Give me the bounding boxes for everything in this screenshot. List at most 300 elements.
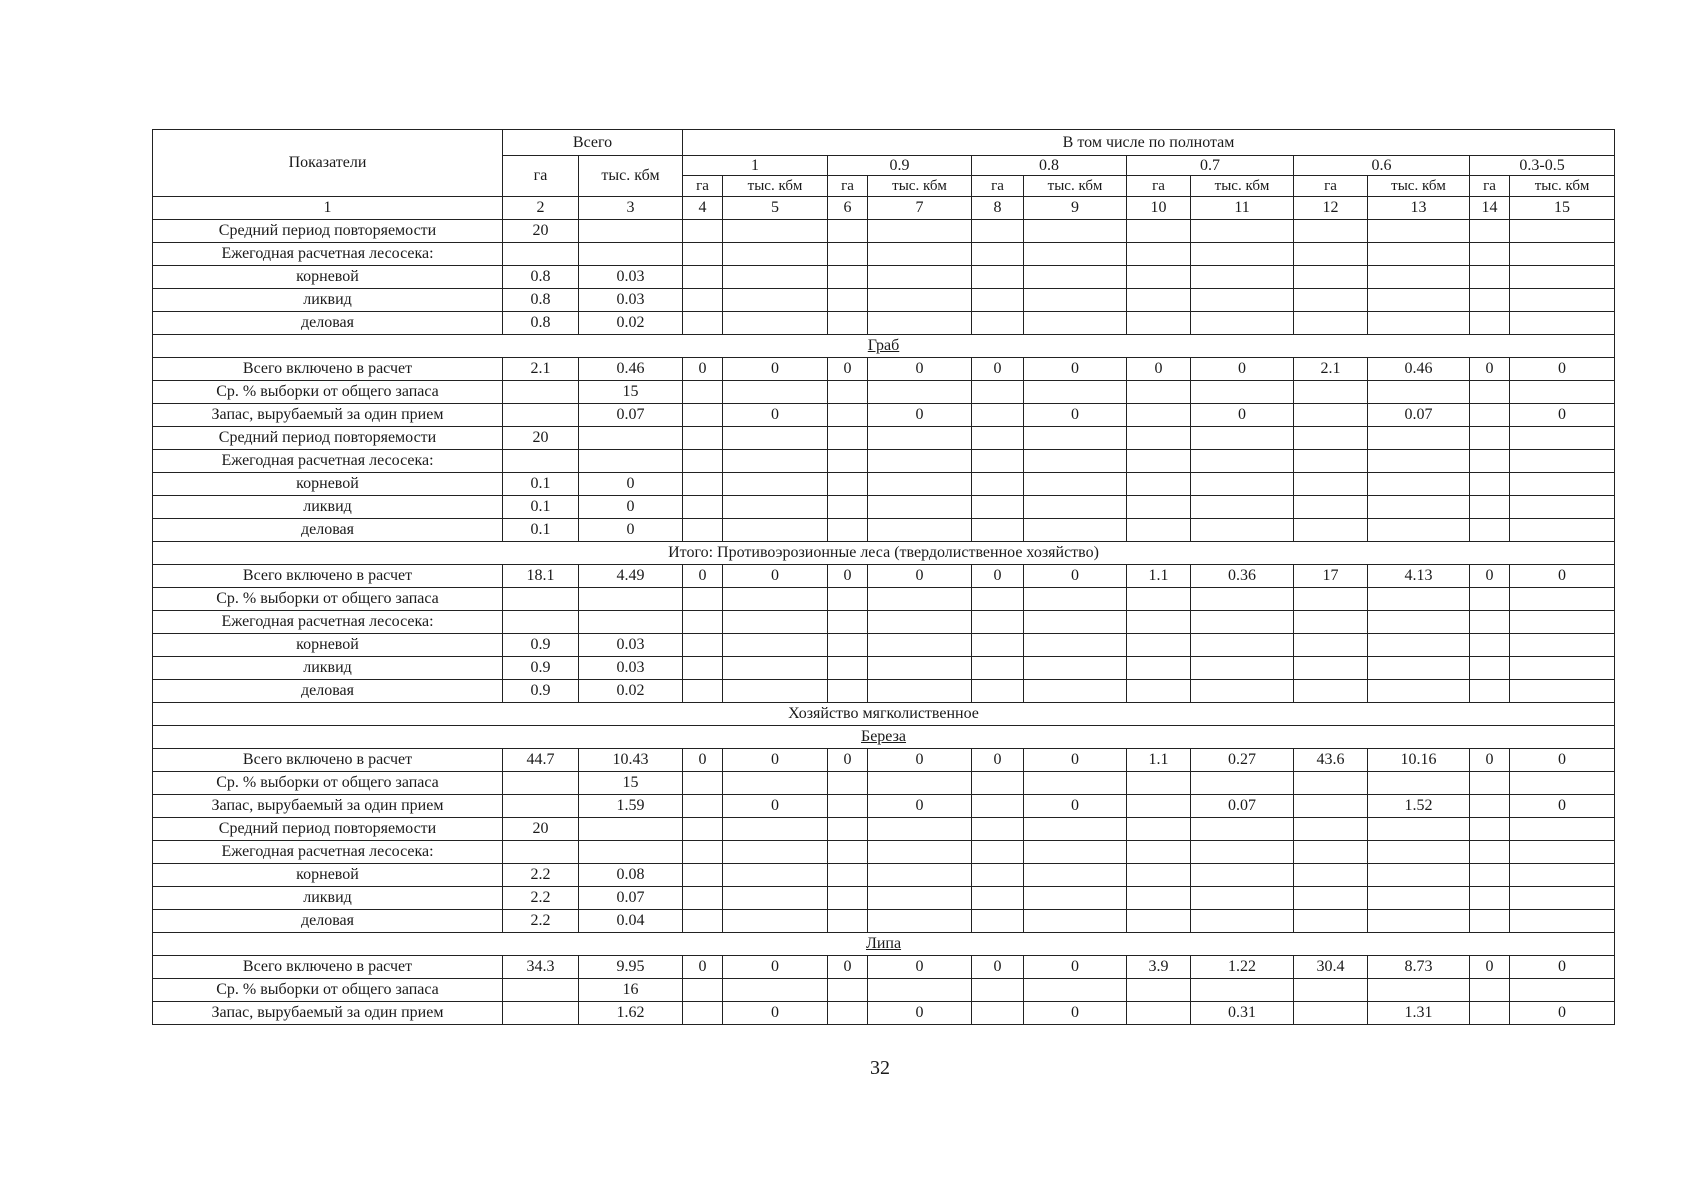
table-cell: 20 xyxy=(503,220,579,243)
table-cell xyxy=(868,496,972,519)
table-cell xyxy=(723,887,828,910)
table-cell xyxy=(503,381,579,404)
row-label: Всего включено в расчет xyxy=(153,358,503,381)
table-cell: 1.1 xyxy=(1127,749,1191,772)
table-cell xyxy=(972,795,1024,818)
table-cell xyxy=(1191,979,1294,1002)
table-cell xyxy=(1191,473,1294,496)
table-cell: 0 xyxy=(868,956,972,979)
table-cell: 0 xyxy=(972,956,1024,979)
table-cell xyxy=(972,910,1024,933)
table-cell xyxy=(868,519,972,542)
table-cell xyxy=(1127,795,1191,818)
table-cell xyxy=(723,772,828,795)
table-cell xyxy=(1368,841,1470,864)
table-cell xyxy=(723,519,828,542)
table-cell xyxy=(1294,1002,1368,1025)
table-cell xyxy=(1191,772,1294,795)
row-label: Ср. % выборки от общего запаса xyxy=(153,588,503,611)
table-cell xyxy=(1191,588,1294,611)
table-cell xyxy=(1368,910,1470,933)
table-cell xyxy=(1510,657,1615,680)
table-cell: 0.03 xyxy=(579,289,683,312)
table-cell: 0 xyxy=(723,358,828,381)
table-cell xyxy=(972,634,1024,657)
table-cell: 0 xyxy=(723,749,828,772)
table-row xyxy=(153,818,1615,841)
table-cell xyxy=(1127,266,1191,289)
table-cell xyxy=(1368,220,1470,243)
table-cell xyxy=(1024,519,1127,542)
table-row xyxy=(153,795,1615,818)
section-title-text: Липа xyxy=(865,935,902,952)
table-cell xyxy=(972,864,1024,887)
table-cell xyxy=(1368,473,1470,496)
table-cell xyxy=(1127,657,1191,680)
table-cell xyxy=(1024,979,1127,1002)
table-cell xyxy=(723,841,828,864)
table-cell xyxy=(868,887,972,910)
table-cell xyxy=(1368,887,1470,910)
table-cell: 0 xyxy=(1510,358,1615,381)
column-number: 8 xyxy=(972,197,1024,220)
table-cell xyxy=(972,841,1024,864)
table-cell: 0.8 xyxy=(503,312,579,335)
table-cell xyxy=(579,611,683,634)
table-cell xyxy=(828,841,868,864)
table-cell: 0 xyxy=(868,404,972,427)
table-cell xyxy=(1510,887,1615,910)
table-cell xyxy=(1024,381,1127,404)
section-row xyxy=(153,335,1615,358)
table-cell xyxy=(1127,496,1191,519)
table-cell: 44.7 xyxy=(503,749,579,772)
table-cell xyxy=(1294,450,1368,473)
table-cell: 0 xyxy=(723,795,828,818)
row-label: Средний период повторяемости xyxy=(153,427,503,450)
table-cell xyxy=(1368,634,1470,657)
table-cell: 43.6 xyxy=(1294,749,1368,772)
table-cell xyxy=(1127,588,1191,611)
table-cell xyxy=(1368,450,1470,473)
table-row xyxy=(153,956,1615,979)
table-cell xyxy=(723,634,828,657)
table-cell: 2.2 xyxy=(503,887,579,910)
section-title xyxy=(153,726,1615,749)
table-cell xyxy=(1470,680,1510,703)
table-cell xyxy=(828,496,868,519)
table-cell xyxy=(828,404,868,427)
table-row xyxy=(153,358,1615,381)
table-cell xyxy=(972,404,1024,427)
table-row xyxy=(153,772,1615,795)
table-cell xyxy=(828,289,868,312)
table-cell xyxy=(1024,496,1127,519)
section-title-text: Граб xyxy=(867,337,900,354)
table-cell xyxy=(868,979,972,1002)
table-cell xyxy=(683,680,723,703)
table-row xyxy=(153,979,1615,1002)
table-cell: 0 xyxy=(723,1002,828,1025)
table-cell xyxy=(579,450,683,473)
table-cell xyxy=(1510,979,1615,1002)
header-unit-ha: га xyxy=(1294,176,1368,197)
table-cell: 2.2 xyxy=(503,910,579,933)
table-cell xyxy=(1470,588,1510,611)
table-cell: 0.9 xyxy=(503,634,579,657)
column-number: 2 xyxy=(503,197,579,220)
table-cell xyxy=(972,496,1024,519)
table-cell: 0.9 xyxy=(503,657,579,680)
table-cell xyxy=(1510,818,1615,841)
table-cell xyxy=(579,243,683,266)
table-row xyxy=(153,887,1615,910)
table-cell xyxy=(1470,887,1510,910)
table-cell xyxy=(828,795,868,818)
table-cell xyxy=(868,381,972,404)
table-cell xyxy=(972,312,1024,335)
table-cell xyxy=(1127,381,1191,404)
row-label: ликвид xyxy=(153,657,503,680)
table-row xyxy=(153,565,1615,588)
table-cell xyxy=(579,841,683,864)
table-cell xyxy=(723,312,828,335)
table-cell xyxy=(1510,772,1615,795)
header-unit-volume: тыс. кбм xyxy=(1191,176,1294,197)
table-cell xyxy=(828,611,868,634)
table-cell: 0 xyxy=(1024,956,1127,979)
table-cell xyxy=(868,289,972,312)
table-cell xyxy=(1470,795,1510,818)
header-density: 0.3-0.5 xyxy=(1470,156,1615,176)
table-cell: 16 xyxy=(579,979,683,1002)
row-label: Ежегодная расчетная лесосека: xyxy=(153,243,503,266)
table-cell xyxy=(579,818,683,841)
table-cell xyxy=(1368,427,1470,450)
table-cell xyxy=(683,381,723,404)
table-cell xyxy=(1191,450,1294,473)
table-cell: 15 xyxy=(579,381,683,404)
table-cell xyxy=(1368,289,1470,312)
table-cell xyxy=(1510,680,1615,703)
table-cell xyxy=(1470,289,1510,312)
table-cell xyxy=(868,634,972,657)
table-cell xyxy=(683,519,723,542)
section-row xyxy=(153,726,1615,749)
table-cell xyxy=(723,450,828,473)
table-cell xyxy=(1294,795,1368,818)
table-cell xyxy=(868,588,972,611)
table-cell: 4.13 xyxy=(1368,565,1470,588)
table-cell xyxy=(828,657,868,680)
section-row xyxy=(153,542,1615,565)
table-cell xyxy=(683,772,723,795)
table-cell xyxy=(1510,841,1615,864)
table-cell: 30.4 xyxy=(1294,956,1368,979)
table-cell: 2.1 xyxy=(1294,358,1368,381)
table-cell xyxy=(723,381,828,404)
column-number: 15 xyxy=(1510,197,1615,220)
table-cell xyxy=(1470,266,1510,289)
table-cell xyxy=(1368,519,1470,542)
table-cell xyxy=(868,818,972,841)
table-cell xyxy=(868,772,972,795)
table-cell: 0 xyxy=(1024,795,1127,818)
table-cell: 9.95 xyxy=(579,956,683,979)
table-cell: 0.46 xyxy=(1368,358,1470,381)
table-cell xyxy=(868,657,972,680)
table-cell: 0 xyxy=(1510,404,1615,427)
header-unit-ha: га xyxy=(683,176,723,197)
header-unit-volume: тыс. кбм xyxy=(1024,176,1127,197)
table-cell: 0.02 xyxy=(579,680,683,703)
table-cell xyxy=(503,772,579,795)
table-cell xyxy=(1127,450,1191,473)
table-cell xyxy=(1191,657,1294,680)
header-density: 0.9 xyxy=(828,156,972,176)
table-cell xyxy=(1294,496,1368,519)
table-cell xyxy=(1294,818,1368,841)
table-cell: 0.1 xyxy=(503,496,579,519)
table-cell: 2.2 xyxy=(503,864,579,887)
table-cell xyxy=(1470,404,1510,427)
table-cell: 0 xyxy=(868,795,972,818)
table-cell xyxy=(683,496,723,519)
table-cell xyxy=(723,473,828,496)
row-label: Всего включено в расчет xyxy=(153,749,503,772)
table-cell xyxy=(1510,634,1615,657)
table-cell xyxy=(683,979,723,1002)
row-label: деловая xyxy=(153,910,503,933)
table-cell xyxy=(1368,979,1470,1002)
table-cell xyxy=(503,243,579,266)
table-cell: 0 xyxy=(972,565,1024,588)
table-cell xyxy=(1024,680,1127,703)
table-cell: 0 xyxy=(1024,358,1127,381)
table-cell xyxy=(972,381,1024,404)
row-label: деловая xyxy=(153,680,503,703)
table-row xyxy=(153,1002,1615,1025)
table-row xyxy=(153,266,1615,289)
table-cell xyxy=(1191,841,1294,864)
table-cell xyxy=(723,496,828,519)
table-cell xyxy=(723,864,828,887)
table-cell xyxy=(723,427,828,450)
header-unit-volume: тыс. кбм xyxy=(1510,176,1615,197)
table-cell: 2.1 xyxy=(503,358,579,381)
table-cell: 0 xyxy=(723,404,828,427)
table-cell xyxy=(1024,220,1127,243)
table-cell xyxy=(1470,979,1510,1002)
table-cell xyxy=(1470,220,1510,243)
table-cell: 0 xyxy=(1510,956,1615,979)
table-cell xyxy=(1127,1002,1191,1025)
table-cell: 0.8 xyxy=(503,289,579,312)
table-cell: 0 xyxy=(828,956,868,979)
table-cell xyxy=(683,611,723,634)
table-cell xyxy=(1470,772,1510,795)
table-cell xyxy=(972,818,1024,841)
table-cell xyxy=(1368,588,1470,611)
table-cell xyxy=(1191,910,1294,933)
table-cell xyxy=(972,611,1024,634)
table-cell xyxy=(1294,864,1368,887)
table-cell: 0 xyxy=(868,565,972,588)
table-cell xyxy=(868,266,972,289)
row-label: Всего включено в расчет xyxy=(153,565,503,588)
table-cell xyxy=(1368,611,1470,634)
table-cell: 0.1 xyxy=(503,473,579,496)
table-cell xyxy=(1368,312,1470,335)
table-cell xyxy=(1368,243,1470,266)
table-cell xyxy=(1024,588,1127,611)
table-cell: 20 xyxy=(503,427,579,450)
table-cell: 1.1 xyxy=(1127,565,1191,588)
table-cell xyxy=(828,220,868,243)
table-cell xyxy=(1191,864,1294,887)
header-total: Всего xyxy=(503,130,683,156)
table-cell xyxy=(1510,910,1615,933)
table-cell xyxy=(972,289,1024,312)
table-cell xyxy=(1191,289,1294,312)
table-cell xyxy=(723,220,828,243)
table-cell: 0 xyxy=(972,749,1024,772)
table-cell xyxy=(1024,841,1127,864)
table-row xyxy=(153,611,1615,634)
table-cell xyxy=(1024,473,1127,496)
table-cell: 1.22 xyxy=(1191,956,1294,979)
column-number: 14 xyxy=(1470,197,1510,220)
row-label: Ср. % выборки от общего запаса xyxy=(153,979,503,1002)
section-title xyxy=(153,542,1615,565)
table-cell xyxy=(683,864,723,887)
table-cell xyxy=(828,473,868,496)
table-cell xyxy=(1127,680,1191,703)
table-cell: 0 xyxy=(1470,565,1510,588)
table-cell xyxy=(1294,887,1368,910)
table-cell xyxy=(1510,266,1615,289)
table-row xyxy=(153,243,1615,266)
table-cell xyxy=(1470,634,1510,657)
table-cell xyxy=(1294,680,1368,703)
table-cell: 0 xyxy=(1510,1002,1615,1025)
table-cell: 3.9 xyxy=(1127,956,1191,979)
table-cell: 0.03 xyxy=(579,657,683,680)
table-row xyxy=(153,450,1615,473)
table-cell xyxy=(972,450,1024,473)
header-density: 0.7 xyxy=(1127,156,1294,176)
row-label: корневой xyxy=(153,473,503,496)
table-cell xyxy=(1294,381,1368,404)
table-cell xyxy=(683,450,723,473)
row-label: Запас, вырубаемый за один прием xyxy=(153,1002,503,1025)
table-row xyxy=(153,496,1615,519)
table-cell xyxy=(972,243,1024,266)
table-cell xyxy=(1191,427,1294,450)
table-cell: 0 xyxy=(1470,358,1510,381)
section-row xyxy=(153,933,1615,956)
table-cell xyxy=(1510,427,1615,450)
table-cell xyxy=(828,910,868,933)
table-cell xyxy=(1024,243,1127,266)
table-cell: 0.9 xyxy=(503,680,579,703)
table-cell xyxy=(1294,910,1368,933)
table-cell xyxy=(828,680,868,703)
table-cell xyxy=(683,1002,723,1025)
table-cell: 0.07 xyxy=(579,404,683,427)
row-label: Ср. % выборки от общего запаса xyxy=(153,772,503,795)
table-cell xyxy=(1191,243,1294,266)
table-cell: 0 xyxy=(1470,956,1510,979)
table-cell xyxy=(1470,841,1510,864)
table-cell xyxy=(1368,266,1470,289)
table-cell: 0 xyxy=(683,956,723,979)
header-density: 1 xyxy=(683,156,828,176)
column-number: 12 xyxy=(1294,197,1368,220)
table-cell xyxy=(1024,427,1127,450)
table-cell xyxy=(683,266,723,289)
table-row xyxy=(153,634,1615,657)
table-cell: 0.36 xyxy=(1191,565,1294,588)
table-cell xyxy=(723,611,828,634)
table-row xyxy=(153,680,1615,703)
table-cell xyxy=(868,680,972,703)
table-cell xyxy=(1191,312,1294,335)
table-cell xyxy=(1024,266,1127,289)
table-cell xyxy=(1294,772,1368,795)
table-cell xyxy=(868,312,972,335)
column-number: 5 xyxy=(723,197,828,220)
header-total-ha: га xyxy=(503,156,579,197)
row-label: Ежегодная расчетная лесосека: xyxy=(153,841,503,864)
table-row xyxy=(153,220,1615,243)
table-cell xyxy=(1294,611,1368,634)
table-cell: 0.07 xyxy=(579,887,683,910)
table-cell xyxy=(503,979,579,1002)
table-cell xyxy=(723,289,828,312)
table-cell: 1.52 xyxy=(1368,795,1470,818)
table-cell xyxy=(1368,772,1470,795)
table-cell xyxy=(503,588,579,611)
table-cell xyxy=(868,864,972,887)
table-cell xyxy=(828,772,868,795)
table-cell xyxy=(723,910,828,933)
table-cell xyxy=(503,841,579,864)
table-cell xyxy=(579,588,683,611)
table-cell: 1.62 xyxy=(579,1002,683,1025)
table-cell: 0.03 xyxy=(579,266,683,289)
table-cell xyxy=(683,427,723,450)
table-cell: 0 xyxy=(868,749,972,772)
table-cell xyxy=(1510,289,1615,312)
table-cell xyxy=(1470,381,1510,404)
table-cell xyxy=(1127,910,1191,933)
header-total-volume: тыс. кбм xyxy=(579,156,683,197)
table-cell xyxy=(828,588,868,611)
table-cell xyxy=(1191,611,1294,634)
table-cell xyxy=(1127,772,1191,795)
table-cell: 10.16 xyxy=(1368,749,1470,772)
row-label: ликвид xyxy=(153,887,503,910)
row-label: ликвид xyxy=(153,496,503,519)
table-cell xyxy=(1294,473,1368,496)
table-row xyxy=(153,657,1615,680)
table-cell xyxy=(1127,519,1191,542)
table-cell: 34.3 xyxy=(503,956,579,979)
table-cell xyxy=(1024,657,1127,680)
header-unit-volume: тыс. кбм xyxy=(868,176,972,197)
table-cell xyxy=(1024,772,1127,795)
